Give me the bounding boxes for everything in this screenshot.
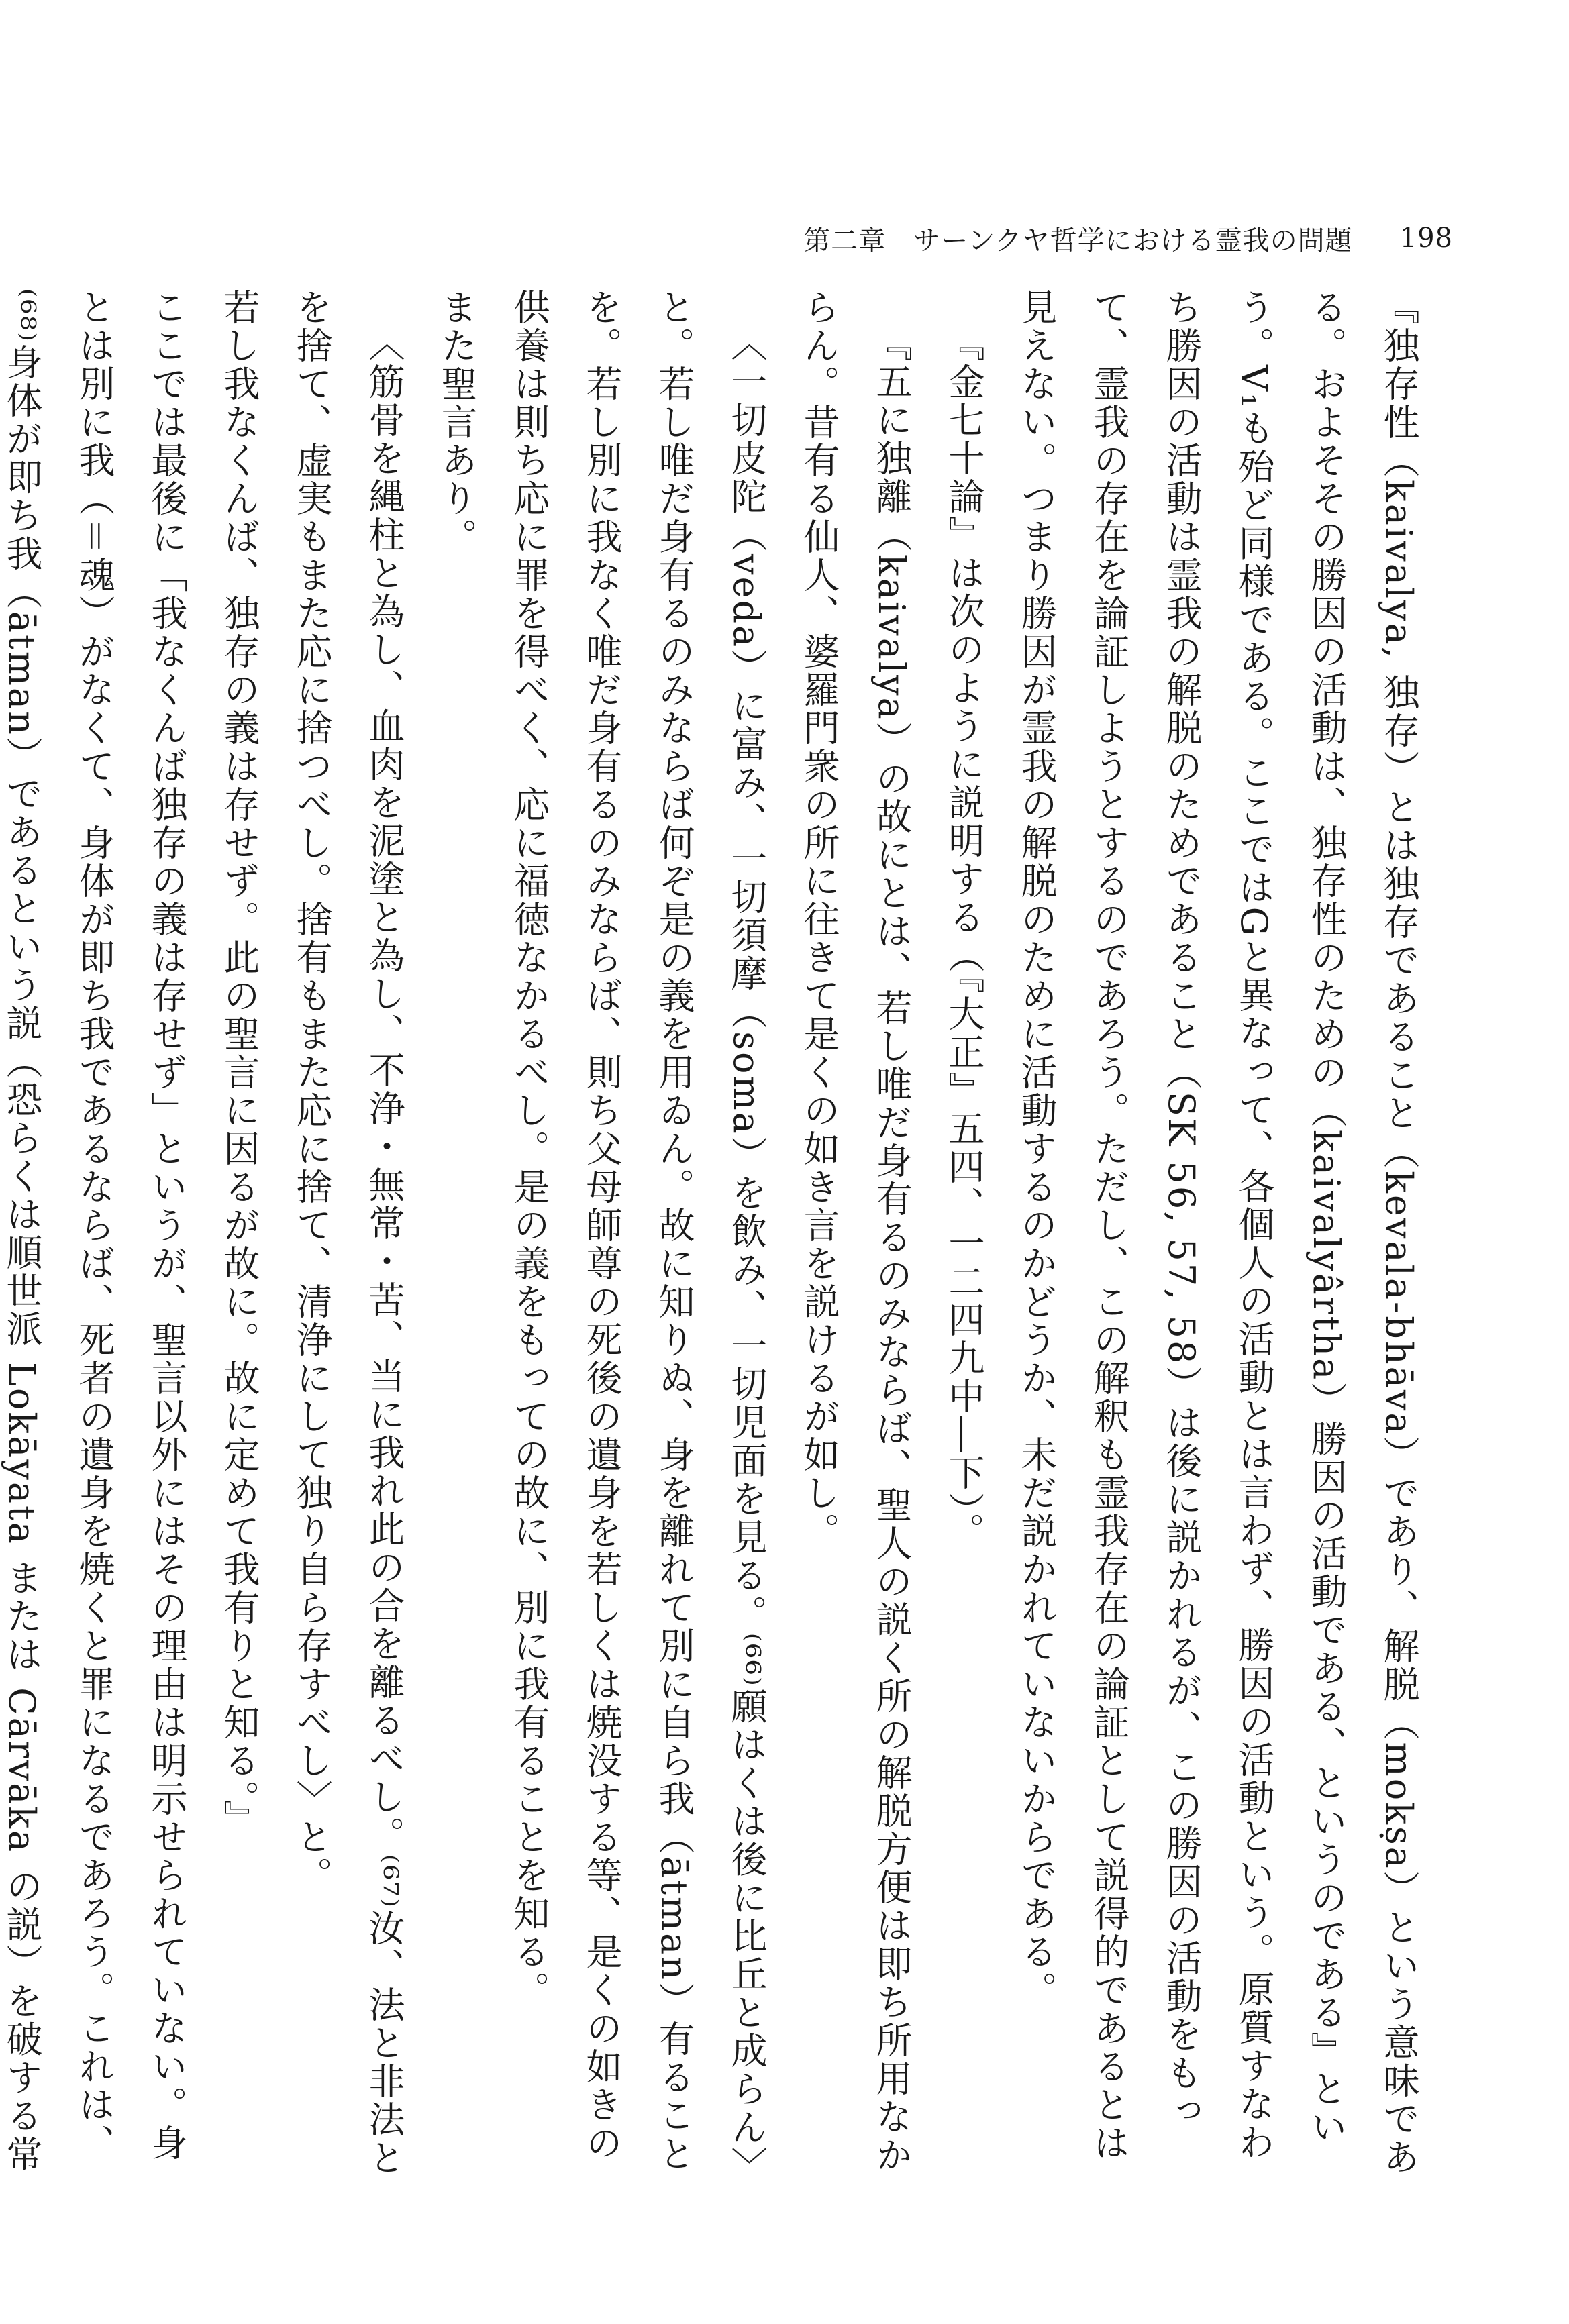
- paragraph: ここでは最後に「我なくんば独存の義は存せず」というが、聖言以外にはその理由は明示せられていない。身とは別に我（＝魂）がなくて、身体が即ち我であるならば、死者の遺身を焼くと罪になるであろう。これは、⁽⁶⁸⁾身体が即ち我（ātman）であるという説（恐らくは順世派 Lokāyata または Cārvāka の説）を破する常: [1, 288, 188, 2174]
- paragraph: また聖言あり。: [436, 288, 478, 556]
- vertical-text-body: [1, 288, 1435, 2187]
- chapter-title: 第二章 サーンクヤ哲学における霊我の問題: [803, 225, 1353, 256]
- paragraph: 若し我なくんば、独存の義は存せず。此の聖言に因るが故に。故に定めて我有りと知る。』: [218, 288, 260, 1838]
- paragraph: 『独存性（kaivalya, 独存）とは独存であること（kevala-bhāva）であり、解脱（mokṣa）という意味である。およそその勝因の活動は、独存性のための（kaivalyârtha）勝因の活動である、というのである』という。V₁も殆ど同様である。ここではGと異なって、各個人の活動とは言わず、勝因の活動という。原質すなわち勝因の活動は霊我の解脱のためであること（SK 56, 57, 58）は後に説かれるが、この勝因の活動をもって、霊我の存在を論証しようとするのであろう。ただし、この解釈も霊我存在の論証として説得的であるとは見えない。つまり勝因が霊我の解脱のために活動するのかどうか、未だ説かれていないからである。: [1015, 288, 1420, 2176]
- paragraph: 『金七十論』は次のように説明する（『大正』五四、一二四九中―下）。: [943, 325, 985, 1550]
- running-header: [721, 218, 1453, 258]
- paragraph: 『五に独離（kaivalya）の故にとは、若し唯だ身有るのみならば、聖人の説く所の解脱方便は即ち所用なからん。昔有る仙人、婆羅門衆の所に往きて是くの如き言を説けるが如し。: [798, 288, 913, 2174]
- paragraph: 〈筋骨を縄柱と為し、血肉を泥塗と為し、不浄・無常・苦、当に我れ此の合を離るべし。⁽⁶⁷⁾汝、法と非法とを捨て、虚実もまた応に捨つべし。捨有もまた応に捨て、清浄にして独り自ら存すべし〉と。: [291, 288, 405, 2177]
- paragraph: 〈一切皮陀（veda）に富み、一切須摩（soma）を飲み、一切児面を見る。⁽⁶⁶⁾願はくは後に比丘と成らん〉と。若し唯だ身有るのみならば何ぞ是の義を用ゐん。故に知りぬ、身を離れて別に自ら我（ātman）有ることを。若し別に我なく唯だ身有るのみならば、則ち父母師尊の死後の遺身を若しくは焼没する等、是くの如きの供養は則ち応に罪を得べく、応に福徳なかるべし。是の義をもっての故に、別に我有ることを知る。: [508, 288, 768, 2185]
- page-number: 198: [1399, 223, 1453, 254]
